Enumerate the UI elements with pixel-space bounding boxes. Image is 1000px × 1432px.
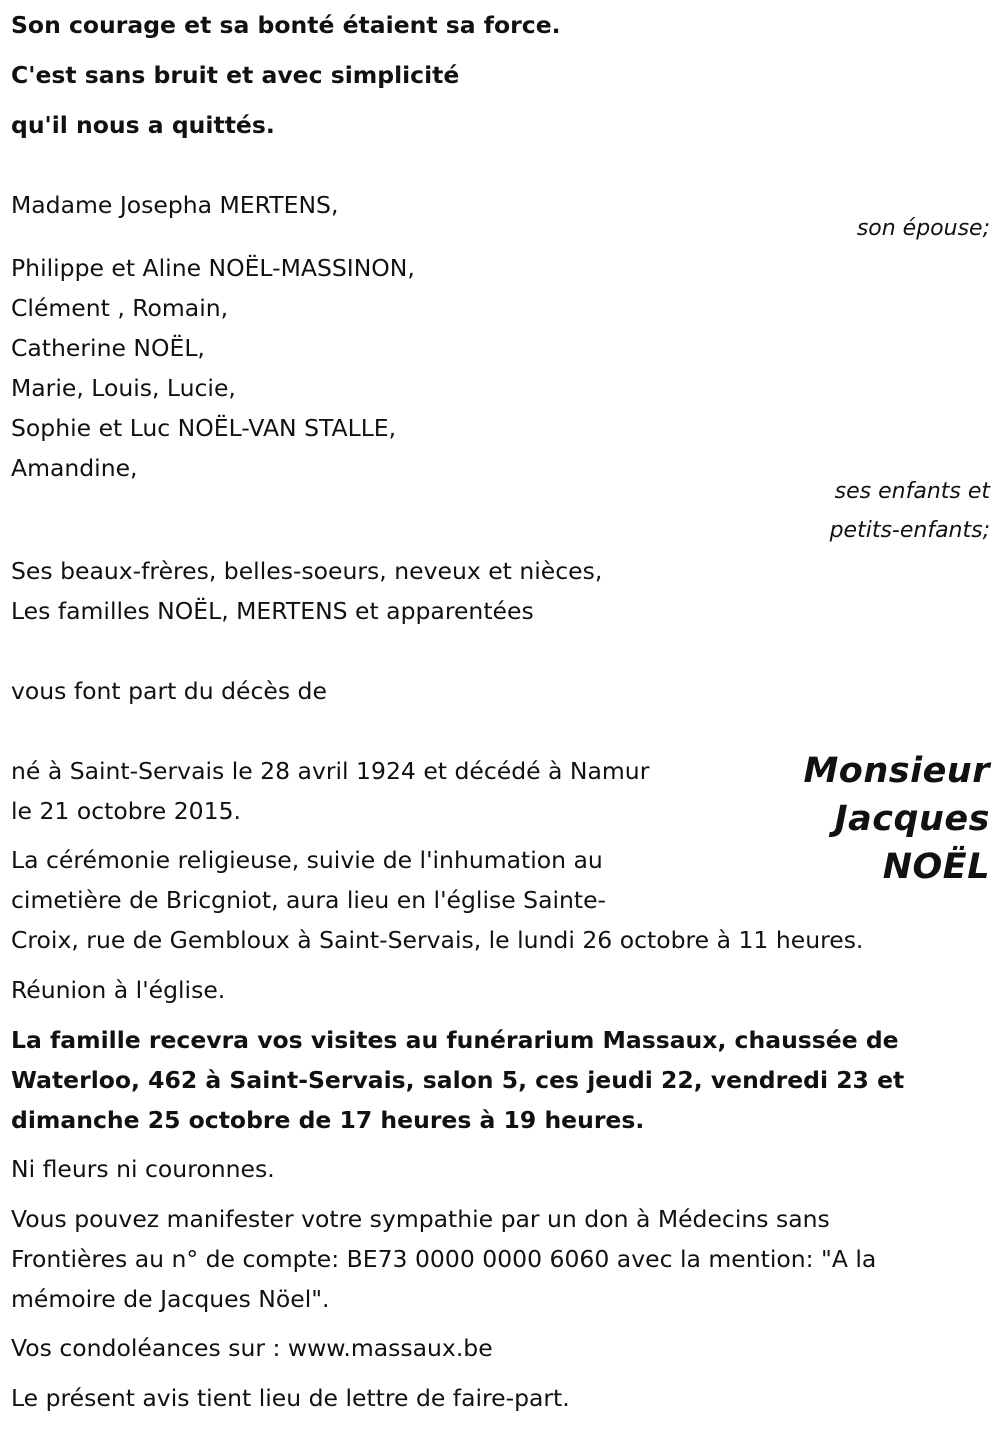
- spouse-name: Madame Josepha MERTENS,: [11, 191, 339, 219]
- donation-line-1: Vous pouvez manifester votre sympathie par un don à Médecins sans: [11, 1205, 830, 1233]
- birth-death-line-1: né à Saint-Servais le 28 avril 1924 et décédé à Namur: [11, 757, 650, 785]
- flowers: Ni fleurs ni couronnes.: [11, 1155, 275, 1183]
- children-line-6: Amandine,: [11, 454, 138, 482]
- meeting: Réunion à l'église.: [11, 976, 226, 1004]
- donation-line-3: mémoire de Jacques Nöel".: [11, 1285, 330, 1313]
- donation-line-2: Frontières au n° de compte: BE73 0000 0000 6060 avec la mention: "A la: [11, 1245, 877, 1273]
- quote-line-1: Son courage et sa bonté étaient sa force.: [11, 11, 561, 39]
- ceremony-line-2: cimetière de Bricgniot, aura lieu en l'église Sainte-: [11, 886, 607, 914]
- deceased-first-name: Jacques: [834, 799, 990, 839]
- visits-line-2: Waterloo, 462 à Saint-Servais, salon 5, ces jeudi 22, vendredi 23 et: [11, 1066, 905, 1094]
- quote-line-3: qu'il nous a quittés.: [11, 111, 275, 139]
- children-line-1: Philippe et Aline NOËL-MASSINON,: [11, 254, 415, 282]
- birth-death-line-2: le 21 octobre 2015.: [11, 797, 241, 825]
- children-role-line-1: ses enfants et: [834, 479, 990, 504]
- children-role-line-2: petits-enfants;: [829, 518, 990, 543]
- children-line-3: Catherine NOËL,: [11, 334, 205, 362]
- children-line-2: Clément , Romain,: [11, 294, 229, 322]
- ceremony-line-1: La cérémonie religieuse, suivie de l'inhumation au: [11, 846, 603, 874]
- visits-line-3: dimanche 25 octobre de 17 heures à 19 heures.: [11, 1106, 645, 1134]
- notice: Le présent avis tient lieu de lettre de faire-part.: [11, 1384, 570, 1412]
- quote-line-2: C'est sans bruit et avec simplicité: [11, 61, 460, 89]
- deceased-title: Monsieur: [803, 751, 990, 791]
- spouse-role: son épouse;: [856, 216, 990, 241]
- extended-family-line-2: Les familles NOËL, MERTENS et apparentées: [11, 597, 534, 625]
- announcement: vous font part du décès de: [11, 677, 327, 705]
- extended-family-line-1: Ses beaux-frères, belles-soeurs, neveux et nièces,: [11, 557, 603, 585]
- visits-line-1: La famille recevra vos visites au funérarium Massaux, chaussée de: [11, 1026, 899, 1054]
- children-line-5: Sophie et Luc NOËL-VAN STALLE,: [11, 414, 397, 442]
- deceased-last-name: NOËL: [882, 847, 990, 887]
- condolences: Vos condoléances sur : www.massaux.be: [11, 1334, 493, 1362]
- children-line-4: Marie, Louis, Lucie,: [11, 374, 236, 402]
- ceremony-line-3: Croix, rue de Gembloux à Saint-Servais, le lundi 26 octobre à 11 heures.: [11, 926, 864, 954]
